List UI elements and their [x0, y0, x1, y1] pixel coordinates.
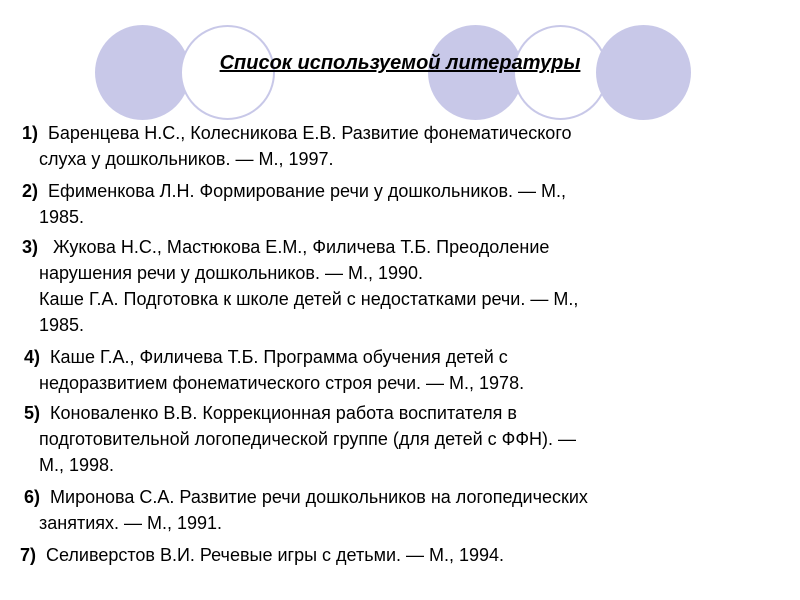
reference-first-line [22, 234, 578, 260]
reference-first-line [22, 120, 572, 146]
reference-item-4 [24, 344, 524, 396]
reference-number: 6) [24, 487, 41, 507]
page-title: Список используемой литературы [219, 52, 581, 74]
reference-number: 2) [22, 181, 39, 201]
reference-first-line [24, 344, 524, 370]
reference-continuation: недоразвитием фонематического строя речи. — М., 1978. [39, 373, 525, 393]
reference-text: Миронова С.А. Развитие речи дошкольников на логопедических [40, 487, 588, 507]
reference-number: 3) [22, 237, 39, 257]
reference-first-line [24, 400, 576, 426]
reference-text: Баренцева Н.С., Колесникова Е.В. Развитие фонематического [38, 123, 572, 143]
reference-continuation: 1985. [39, 315, 85, 335]
reference-item-3 [22, 234, 578, 338]
reference-number: 7) [20, 545, 37, 565]
reference-continuation: Каше Г.А. Подготовка к школе детей с недостатками речи. — М., [39, 289, 579, 309]
reference-text: Селиверстов В.И. Речевые игры с детьми. — М., 1994. [36, 545, 505, 565]
reference-continuation: занятиях. — М., 1991. [39, 513, 223, 533]
reference-text: Коноваленко В.В. Коррекционная работа воспитателя в [40, 403, 517, 423]
reference-first-line [22, 178, 566, 204]
reference-item-2 [22, 178, 566, 230]
reference-number: 4) [24, 347, 41, 367]
reference-item-7 [20, 542, 504, 568]
reference-continuation: М., 1998. [39, 455, 115, 475]
reference-number: 5) [24, 403, 41, 423]
reference-number: 1) [22, 123, 39, 143]
reference-text: Ефименкова Л.Н. Формирование речи у дошкольников. — М., [38, 181, 567, 201]
reference-item-1 [22, 120, 572, 172]
reference-item-6 [24, 484, 588, 536]
reference-item-5 [24, 400, 576, 478]
reference-first-line [20, 542, 504, 568]
reference-first-line [24, 484, 588, 510]
reference-continuation: нарушения речи у дошкольников. — М., 1990. [39, 263, 424, 283]
reference-continuation: подготовительной логопедической группе (для детей с ФФН). — [39, 429, 577, 449]
reference-text: Каше Г.А., Филичева Т.Б. Программа обучения детей с [40, 347, 508, 367]
reference-text: Жукова Н.С., Мастюкова Е.М., Филичева Т.Б. Преодоление [38, 237, 550, 257]
reference-continuation: 1985. [39, 207, 85, 227]
reference-continuation: слуха у дошкольников. — М., 1997. [39, 149, 334, 169]
